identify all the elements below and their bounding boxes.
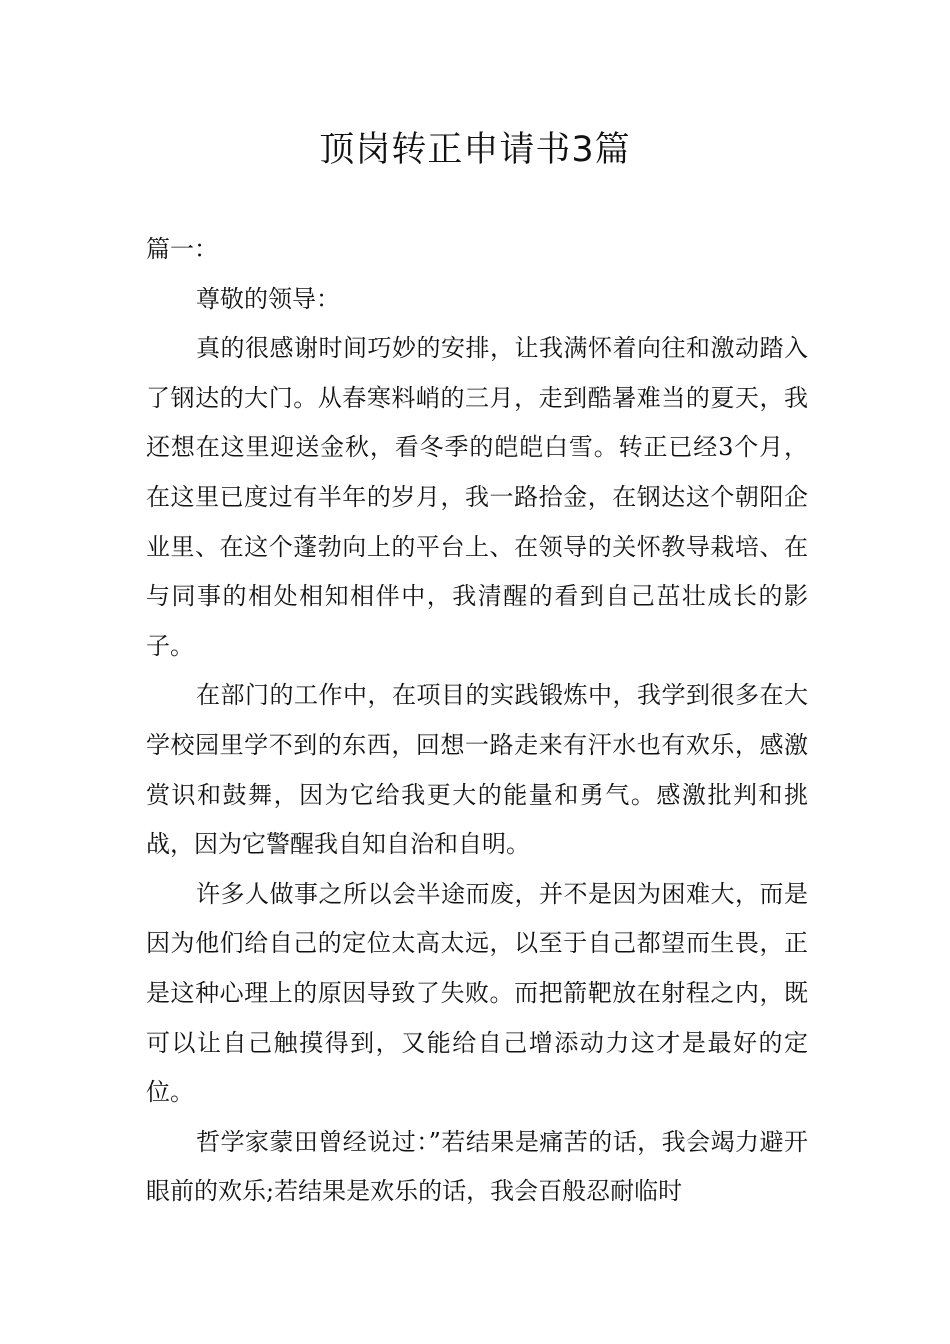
paragraph: 真的很感谢时间巧妙的安排，让我满怀着向往和激动踏入了钢达的大门。从春寒料峭的三月，走到酷暑难当的夏天，我还想在这里迎送金秋，看冬季的皑皑白雪。转正已经3个月，在这里已度过有半年的岁月，我一路拾金，在钢达这个朝阳企业里、在这个蓬勃向上的平台上、在领导的关怀教导栽培、在与同事的相处相知相伴中，我清醒的看到自己茁壮成长的影子。	[146, 334, 808, 660]
salutation: 尊敬的领导：	[196, 284, 340, 313]
paragraph: 许多人做事之所以会半途而废，并不是因为困难大，而是因为他们给自己的定位太高太远，以至于自己都望而生畏，正是这种心理上的原因导致了失败。而把箭靶放在射程之内，既可以让自己触摸得到，又能给自己增添动力这才是最好的定位。	[146, 879, 808, 1107]
document-title: 顶岗转正申请书3篇	[319, 130, 631, 170]
section-label: 篇一：	[146, 235, 218, 263]
paragraph: 在部门的工作中，在项目的实践锻炼中，我学到很多在大学校园里学不到的东西，回想一路走来有汗水也有欢乐，感激赏识和鼓舞，因为它给我更大的能量和勇气。感激批判和挑战，因为它警醒我自知自治和自明。	[146, 681, 808, 859]
document-body	[146, 225, 808, 1217]
paragraph: 哲学家蒙田曾经说过：”若结果是痛苦的话，我会竭力避开眼前的欢乐;若结果是欢乐的话，我会百般忍耐临时	[146, 1127, 808, 1206]
